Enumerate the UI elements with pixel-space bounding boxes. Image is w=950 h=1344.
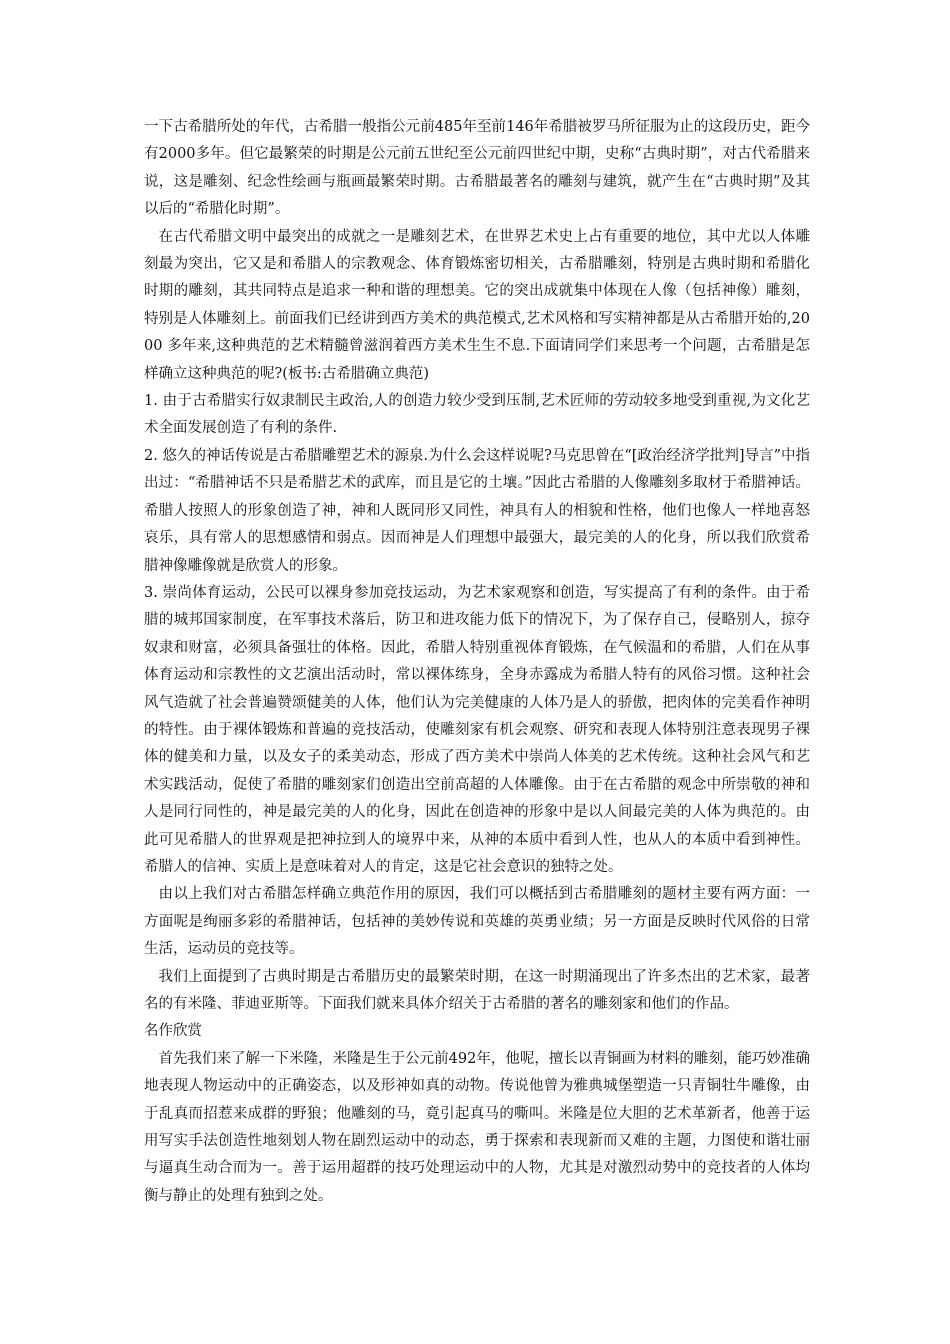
paragraph-sculpture-achievement: 在古代希腊文明中最突出的成就之一是雕刻艺术，在世界艺术史上占有重要的地位，其中尤以人体雕刻最为突出，它又是和希腊人的宗教观念、体育锻炼密切相关，古希腊雕刻，特别是古典时期和希腊化时期的雕刻，其共同特点是追求一种和谐的理想美。它的突出成就集中体现在人像（包括神像）雕刻，特别是人体雕刻上。前面我们已经讲到西方美术的典范模式,艺术风格和写实精神都是从古希腊开始的,2000 多年来,这种典范的艺术精髓曾滋润着西方美术生生不息.下面请同学们来思考一个问题，古希腊是怎样确立这种典范的呢?(板书:古希腊确立典范) — [144, 228, 810, 382]
list-item-3: 3. 崇尚体育运动，公民可以裸身参加竞技运动，为艺术家观察和创造，写实提高了有利的条件。由于希腊的城邦国家制度，在军事技术落后，防卫和进攻能力低下的情况下，为了保存自己，侵略别人，掠夺奴隶和财富，必须具备强壮的体格。因此，希腊人特别重视体育锻炼，在气候温和的希腊，人们在从事体育运动和宗教性的文艺演出活动时，常以裸体练身，全身赤露成为希腊人特有的风俗习惯。这种社会风气造就了社会普遍赞颂健美的人体，他们认为完美健康的人体乃是人的骄傲，把肉体的完美看作神明的特性。由于裸体锻炼和普遍的竞技活动，使雕刻家有机会观察、研究和表现人体特别注意表现男子裸体的健美和力量，以及女子的柔美动态，形成了西方美术中崇尚人体美的艺术传统。这种社会风气和艺术实践活动，促使了希腊的雕刻家们创造出空前高超的人体雕像。由于在古希腊的观念中所崇敬的神和人是同行同性的，神是最完美的人的化身，因此在创造神的形象中是以人间最完美的人体为典范的。由此可见希腊人的世界观是把神拉到人的境界中来，从神的本质中看到人性，也从人的本质中看到神性。希腊人的信神、实质上是意味着对人的肯定，这是它社会意识的独特之处。 — [144, 584, 810, 875]
paragraph-intro: 一下古希腊所处的年代，古希腊一般指公元前485年至前146年希腊被罗马所征服为止的这段历史，距今有2000多年。但它最繁荣的时期是公元前五世纪至公元前四世纪中期，史称“古典时期”，对古代希腊来说，这是雕刻、纪念性绘画与瓶画最繁荣时期。古希腊最著名的雕刻与建筑，就产生在“古典时期”及其以后的“希腊化时期”。 — [144, 119, 810, 218]
paragraph-myron: 首先我们来了解一下米隆，米隆是生于公元前492年，他呢，擅长以青铜画为材料的雕刻，能巧妙准确地表现人物运动中的正确姿态，以及形神如真的动物。传说他曾为雅典城堡塑造一只青铜牡牛雕像，由于乱真而招惹来成群的野狼；他雕刻的马，竟引起真马的嘶叫。米隆是位大胆的艺术革新者，他善于运用写实手法创造性地刻划人物在剧烈运动中的动态，勇于探索和表现新而又难的主题，力图使和谐壮丽与逼真生动合而为一。善于运用超群的技巧处理运动中的人物，尤其是对激烈动势中的竞技者的人体均衡与静止的处理有独到之处。 — [144, 1050, 810, 1204]
section-heading-masterpieces: 名作欣赏 — [144, 1023, 202, 1040]
list-item-2: 2. 悠久的神话传说是古希腊雕塑艺术的源泉.为什么会这样说呢?马克思曾在“[政治经济学批判]导言”中指出过：“希腊神话不只是希腊艺术的武库，而且是它的土壤。”因此古希腊的人像雕刻多取材于希腊神话。希腊人按照人的形象创造了神，神和人既同形又同性，神具有人的相貌和性格，他们也像人一样地喜怒哀乐，具有常人的思想感情和弱点。因而神是人们理想中最强大，最完美的人的化身，所以我们欣赏希腊神像雕像就是欣赏人的形象。 — [144, 447, 810, 574]
document-page — [144, 114, 810, 1210]
paragraph-classical-period: 我们上面提到了古典时期是古希腊历史的最繁荣时期，在这一时期涌现出了许多杰出的艺术家，最著名的有米隆、菲迪亚斯等。下面我们就来具体介绍关于古希腊的著名的雕刻家和他们的作品。 — [144, 968, 810, 1012]
paragraph-summary: 由以上我们对古希腊怎样确立典范作用的原因，我们可以概括到古希腊雕刻的题材主要有两方面：一方面呢是绚丽多彩的希腊神话，包括神的美妙传说和英雄的英勇业绩；另一方面是反映时代风俗的日常生活，运动员的竞技等。 — [144, 886, 810, 958]
list-item-1: 1. 由于古希腊实行奴隶制民主政治,人的创造力较少受到压制,艺术匠师的劳动较多地受到重视,为文化艺术全面发展创造了有利的条件. — [144, 393, 810, 437]
